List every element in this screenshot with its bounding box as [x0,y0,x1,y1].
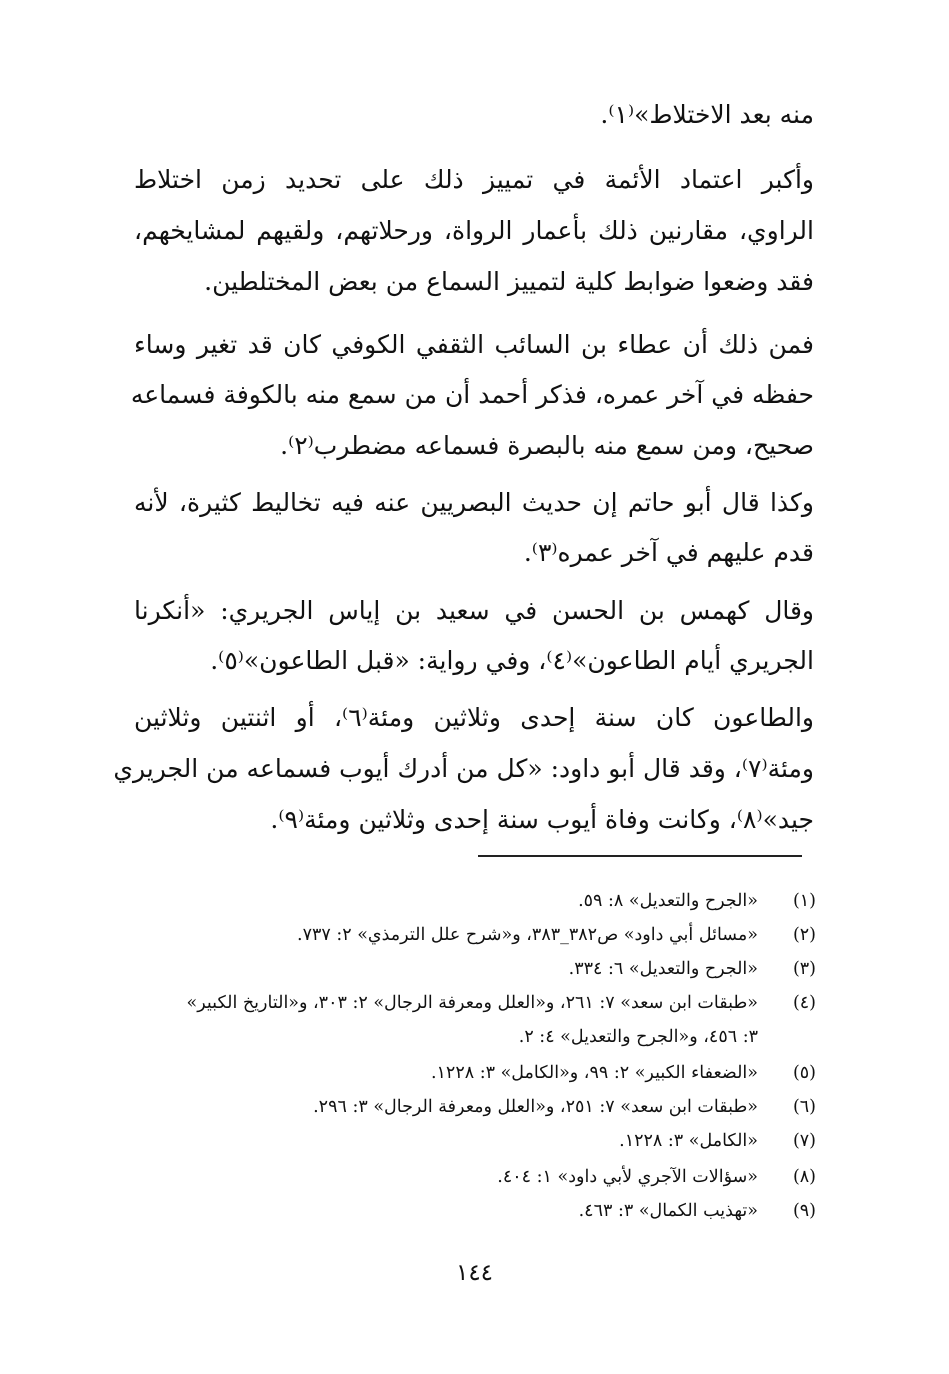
body-line: وقال كهمس بن الحسن في سعيد بن إياس الجريري: «أنكرنا [134,596,814,625]
footnote-continuation [68,1020,758,1054]
footnote-number: (٤) [792,993,816,1013]
body-line: والطاعون كان سنة إحدى وثلاثين ومئة⁽٦⁾، أو اثنتين وثلاثين [134,703,814,732]
footnote [126,884,816,918]
footnote-text: «الجرح والتعديل» ٦: ٣٣٤. [568,959,758,979]
footnote-number: (٢) [792,925,816,945]
body-line: الجريري أيام الطاعون»⁽٤⁾، وفي رواية: «قبل الطاعون»⁽٥⁾. [210,646,814,675]
footnote [126,1124,816,1158]
footnote-number: (٥) [792,1063,816,1083]
footnote-text: «الجرح والتعديل» ٨: ٥٩. [578,891,758,911]
footnote [126,952,816,986]
body-line: وكذا قال أبو حاتم إن حديث البصريين عنه فيه تخاليط كثيرة، لأنه [134,488,814,517]
footnote [126,1090,816,1124]
body-line: منه بعد الاختلاط»⁽١⁾. [600,100,814,129]
body-line: قدم عليهم في آخر عمره⁽٣⁾. [523,538,814,567]
footnote-text: «سؤالات الآجري لأبي داود» ١: ٤٠٤. [497,1167,758,1187]
footnote-number: (٣) [792,959,816,979]
body-line: صحيح، ومن سمع منه بالبصرة فسماعه مضطرب⁽٢⁾. [280,431,814,460]
footnote-text: «مسائل أبي داود» ص٣٨٢_٣٨٣، و«شرح علل الترمذي» ٢: ٧٣٧. [297,925,758,945]
body-line: جيد»⁽٨⁾، وكانت وفاة أيوب سنة إحدى وثلاثين ومئة⁽٩⁾. [270,805,814,834]
body-line: ومئة⁽٧⁾، وقد قال أبو داود: «كل من أدرك أيوب فسماعه من الجريري [113,754,814,783]
body-line: حفظه في آخر عمره، فذكر أحمد أن من سمع منه بالكوفة فسماعه [130,380,814,409]
footnote [126,1160,816,1194]
body-line: فمن ذلك أن عطاء بن السائب الثقفي الكوفي كان قد تغير وساء [134,330,814,359]
footnote-number: (٧) [792,1131,816,1151]
footnote [126,1056,816,1090]
footnote-number: (٨) [792,1167,816,1187]
footnote-text: «طبقات ابن سعد» ٧: ٢٥١، و«العلل ومعرفة الرجال» ٣: ٢٩٦. [313,1097,758,1117]
footnote-text: «طبقات ابن سعد» ٧: ٢٦١، و«العلل ومعرفة الرجال» ٢: ٣٠٣، و«التاريخ الكبير» [186,993,758,1013]
footnote-text: «تهذيب الكمال» ٣: ٤٦٣. [578,1201,758,1221]
footnote-text: ٣: ٤٥٦، و«الجرح والتعديل» ٤: ٢. [518,1027,758,1047]
footnote [126,986,816,1020]
footnote-number: (٦) [792,1097,816,1117]
footnote [126,918,816,952]
footnote [126,1194,816,1228]
page-number: ١٤٤ [455,1260,494,1286]
footnote-text: «الكامل» ٣: ١٢٢٨. [619,1131,758,1151]
body-line: الراوي، مقارنين ذلك بأعمار الرواة، ورحلاتهم، ولقيهم لمشايخهم، [134,216,814,245]
footnote-separator [478,855,802,857]
footnote-number: (١) [792,891,816,911]
body-line: فقد وضعوا ضوابط كلية لتمييز السماع من بعض المختلطين. [204,267,814,296]
footnote-text: «الضعفاء الكبير» ٢: ٩٩، و«الكامل» ٣: ١٢٢٨. [430,1063,758,1083]
footnote-number: (٩) [792,1201,816,1221]
body-line: وأكبر اعتماد الأئمة في تمييز ذلك على تحديد زمن اختلاط [134,165,814,194]
